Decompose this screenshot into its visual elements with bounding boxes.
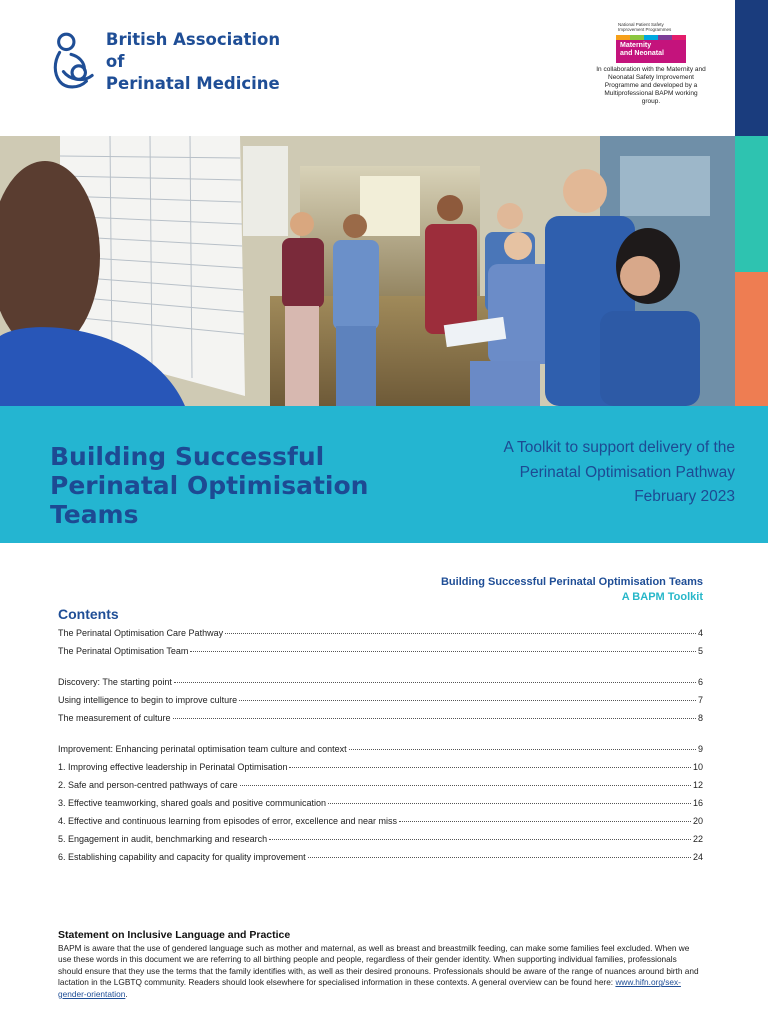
toc-entry[interactable] bbox=[58, 677, 703, 695]
hero-photo bbox=[0, 136, 735, 406]
teal-side-bar bbox=[735, 136, 768, 272]
bapm-logo bbox=[50, 22, 296, 102]
toc-entry-label: Discovery: The starting point bbox=[58, 677, 172, 687]
toc-leader bbox=[174, 682, 696, 683]
toc-leader bbox=[349, 749, 696, 750]
document-title: Building Successful Perinatal Optimisation Teams bbox=[50, 442, 369, 529]
mother-baby-icon bbox=[50, 28, 98, 96]
navy-side-bar bbox=[735, 0, 768, 136]
badge-label bbox=[620, 42, 664, 58]
toc-leader bbox=[225, 633, 696, 634]
clinical-team-photo bbox=[0, 136, 735, 406]
toc-leader bbox=[308, 857, 691, 858]
toc-entry-label: 6. Establishing capability and capacity for quality improvement bbox=[58, 852, 306, 862]
toc-entry-page: 16 bbox=[692, 798, 703, 808]
toc-entry[interactable] bbox=[58, 816, 703, 834]
toc-leader bbox=[239, 700, 696, 701]
subtitle-line1: A Toolkit to support delivery of the bbox=[503, 439, 735, 456]
running-header-title: Building Successful Perinatal Optimisation Teams bbox=[440, 576, 703, 588]
toc-entry[interactable] bbox=[58, 744, 703, 762]
badge-label-line2: and Neonatal bbox=[620, 50, 664, 57]
toc-entry[interactable] bbox=[58, 646, 703, 664]
orange-side-bar bbox=[735, 272, 768, 406]
toc-entry[interactable] bbox=[58, 695, 703, 713]
nhs-caption-line2: Improvement Programmes bbox=[618, 27, 672, 32]
org-name-line2: Perinatal Medicine bbox=[105, 74, 280, 93]
toc-entry-page: 5 bbox=[697, 646, 703, 656]
contents-heading: Contents bbox=[58, 606, 119, 622]
document-subtitle bbox=[435, 436, 735, 510]
toc-leader bbox=[328, 803, 691, 804]
inclusive-language-heading: Statement on Inclusive Language and Practice bbox=[58, 929, 291, 941]
toc-entry[interactable] bbox=[58, 834, 703, 852]
subtitle-line2: Perinatal Optimisation Pathway bbox=[519, 463, 735, 481]
toc-entry-page: 22 bbox=[692, 834, 703, 844]
badge-label-line1: Maternity bbox=[620, 42, 652, 49]
nhs-programme-caption bbox=[618, 22, 706, 32]
toc-entry-page: 7 bbox=[697, 695, 703, 705]
toc-entry-label: 1. Improving effective leadership in Perinatal Optimisation bbox=[58, 762, 288, 772]
toc-entry-page: 8 bbox=[697, 713, 703, 723]
gender-orientation-link[interactable]: www.hifn.org/sex-gender-orientation bbox=[58, 977, 681, 999]
toc-entry[interactable] bbox=[58, 798, 703, 816]
toc-entry-page: 10 bbox=[692, 762, 703, 772]
toc-leader bbox=[269, 839, 691, 840]
inclusive-language-statement bbox=[58, 943, 703, 1000]
toc-entry[interactable] bbox=[58, 762, 703, 780]
toc-leader bbox=[190, 651, 696, 652]
maternity-neonatal-badge bbox=[616, 35, 686, 63]
nhs-caption-line1: National Patient Safety bbox=[618, 22, 664, 27]
toc-entry[interactable] bbox=[58, 780, 703, 798]
running-header-subtitle: A BAPM Toolkit bbox=[621, 591, 703, 603]
table-of-contents bbox=[58, 628, 703, 870]
toc-leader bbox=[240, 785, 691, 786]
toc-entry-label: 4. Effective and continuous learning from episodes of error, excellence and near miss bbox=[58, 816, 398, 826]
toc-entry-page: 4 bbox=[697, 628, 703, 638]
statement-text: BAPM is aware that the use of gendered language such as mother and maternal, as well as breast and breastmilk feeding, can make some families feel excluded. When we use these words in this document we are referring to all birthing people and people, regardless of their gender identity. When supporting individual families, professionals should ensure that they use the terms that the family identifies with, as well as their desired pronouns. Professionals should be aware of the range of nuances around birth and lactation in the LGBTQ community. Readers should look elsewhere for specialised information in these contexts. A general overview can be found here: bbox=[58, 943, 699, 988]
toc-entry-label: 3. Effective teamworking, shared goals and positive communication bbox=[58, 798, 326, 808]
toc-entry-page: 9 bbox=[697, 744, 703, 754]
org-name-line1: British Association of bbox=[105, 30, 281, 71]
toc-entry[interactable] bbox=[58, 628, 703, 646]
toc-entry[interactable] bbox=[58, 713, 703, 731]
toc-entry-page: 20 bbox=[692, 816, 703, 826]
toc-entry-page: 24 bbox=[692, 852, 703, 862]
toc-leader bbox=[173, 718, 696, 719]
toc-entry-label: The measurement of culture bbox=[58, 713, 171, 723]
toc-entry-label: 2. Safe and person-centred pathways of care bbox=[58, 780, 238, 790]
toc-leader bbox=[399, 821, 691, 822]
org-name bbox=[106, 29, 296, 95]
toc-entry-label: The Perinatal Optimisation Team bbox=[58, 646, 189, 656]
toc-entry-label: Using intelligence to begin to improve culture bbox=[58, 695, 238, 705]
toc-entry-page: 6 bbox=[697, 677, 703, 687]
toc-entry-page: 12 bbox=[692, 780, 703, 790]
toc-entry-label: Improvement: Enhancing perinatal optimisation team culture and context bbox=[58, 744, 347, 754]
running-header bbox=[441, 575, 703, 605]
badge-color-stripe bbox=[616, 35, 686, 40]
publication-date: February 2023 bbox=[634, 488, 735, 505]
statement-trailing: . bbox=[125, 988, 128, 999]
toc-entry-label: The Perinatal Optimisation Care Pathway bbox=[58, 628, 224, 638]
toc-entry[interactable] bbox=[58, 852, 703, 870]
collaboration-note: In collaboration with the Maternity and Neonatal Safety Improvement Programme and developed by a Multiprofessional BAPM working group. bbox=[596, 66, 706, 105]
programme-logo-block bbox=[596, 22, 706, 106]
toc-entry-label: 5. Engagement in audit, benchmarking and research bbox=[58, 834, 268, 844]
toc-leader bbox=[289, 767, 691, 768]
title-banner bbox=[0, 406, 768, 543]
